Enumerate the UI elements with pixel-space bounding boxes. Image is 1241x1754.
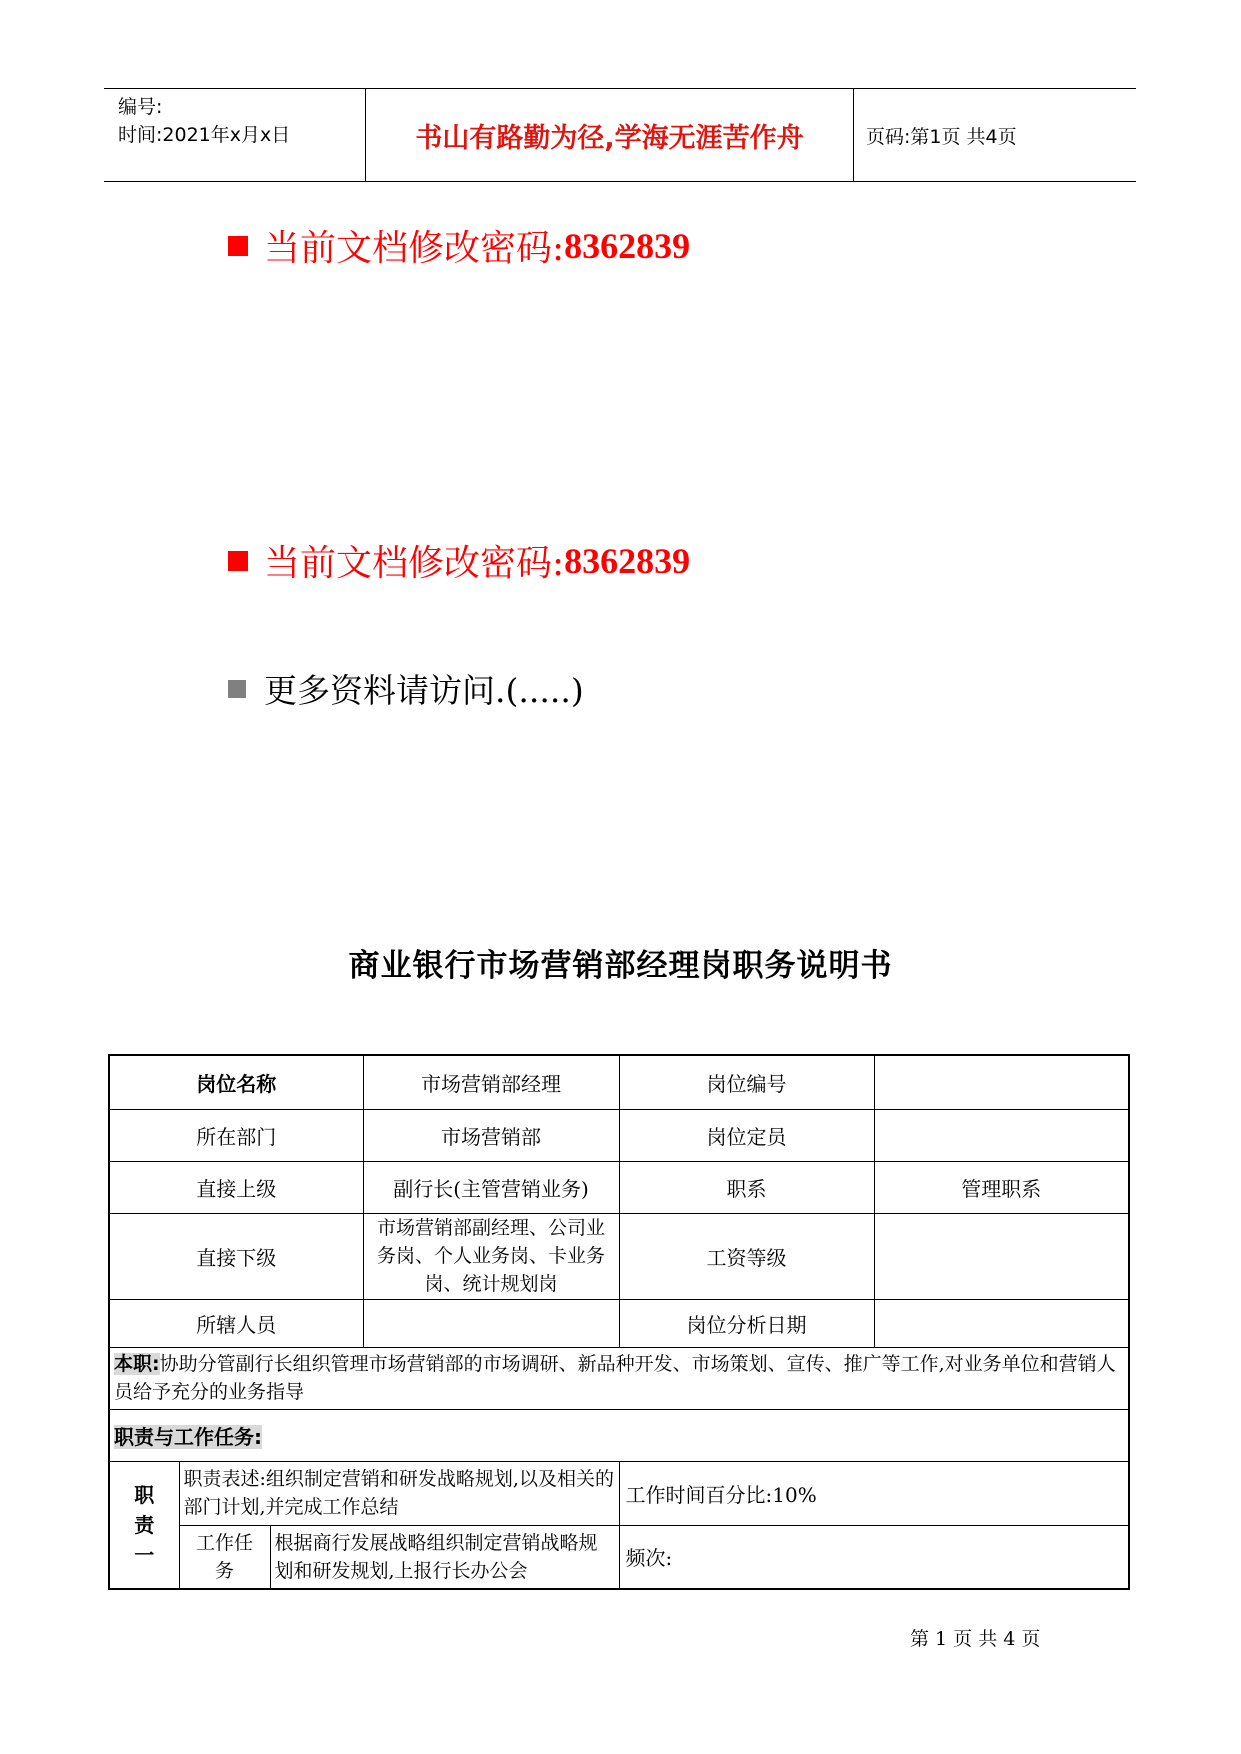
notice-text: 当前文档修改密码:: [264, 543, 565, 584]
document-title: 商业银行市场营销部经理岗职务说明书: [348, 948, 893, 984]
duty-text: 协助分管副行长组织管理市场营销部的市场调研、新品种开发、市场策划、宣传、推广等工作,对业务单位和营销人员给予充分的业务指导: [114, 1353, 1116, 1403]
job-description-table: [108, 1054, 1130, 1590]
duty-label: 本职:: [114, 1353, 160, 1375]
value-cell: [874, 1109, 1129, 1161]
header-slogan: 书山有路勤为径,学海无涯苦作舟: [366, 89, 854, 181]
red-square-bullet-icon: [228, 551, 248, 571]
password-code: 8362839: [564, 540, 691, 581]
header-meta: [104, 89, 366, 181]
label-cell: 所在部门: [109, 1109, 363, 1161]
gray-square-bullet-icon: [228, 680, 246, 698]
page-footer: 第 1 页 共 4 页: [910, 1628, 1041, 1650]
tasks-header-cell: [109, 1409, 1129, 1461]
password-code: 8362839: [564, 225, 691, 266]
label-cell: 岗位名称: [109, 1055, 363, 1109]
notice-text: 当前文档修改密码:: [264, 228, 565, 269]
responsibility-description: 职责表述:组织制定营销和研发战略规划,以及相关的部门计划,并完成工作总结: [179, 1461, 619, 1525]
label-cell: 直接下级: [109, 1213, 363, 1299]
table-row: [109, 1525, 1129, 1589]
table-row: [109, 1299, 1129, 1347]
time-percentage: 工作时间百分比:10%: [619, 1461, 1129, 1525]
header-page-info: 页码:第1页 共4页: [866, 125, 1017, 148]
value-cell: [874, 1055, 1129, 1109]
label-cell: 工资等级: [619, 1213, 874, 1299]
label-cell: 岗位定员: [619, 1109, 874, 1161]
page-header: [104, 88, 1136, 182]
work-task-label: 工作任务: [179, 1525, 270, 1589]
table-row: [109, 1347, 1129, 1409]
value-cell: [874, 1213, 1129, 1299]
duty-cell: [109, 1347, 1129, 1409]
password-notice: [228, 220, 690, 271]
table-row: [109, 1109, 1129, 1161]
number-label: 编号:: [118, 96, 163, 118]
label-cell: 直接上级: [109, 1161, 363, 1213]
time-label: 时间:2021年x月x日: [118, 124, 291, 146]
value-cell: 市场营销部: [363, 1109, 619, 1161]
value-cell: 副行长(主管营销业务): [363, 1161, 619, 1213]
value-cell: [874, 1299, 1129, 1347]
label-cell: 岗位编号: [619, 1055, 874, 1109]
label-cell: 所辖人员: [109, 1299, 363, 1347]
more-info-line: [228, 665, 584, 712]
frequency-label: 频次:: [619, 1525, 1129, 1589]
work-task-text: 根据商行发展战略组织制定营销战略规划和研发规划,上报行长办公会: [270, 1525, 619, 1589]
table-row: [109, 1213, 1129, 1299]
value-cell: [363, 1299, 619, 1347]
tasks-label: 职责与工作任务:: [114, 1424, 262, 1449]
label-cell: 职系: [619, 1161, 874, 1213]
table-row: [109, 1161, 1129, 1213]
value-cell: 市场营销部副经理、公司业务岗、个人业务岗、卡业务岗、统计规划岗: [363, 1213, 619, 1299]
value-cell: 管理职系: [874, 1161, 1129, 1213]
table-row: [109, 1409, 1129, 1461]
table-row: [109, 1055, 1129, 1109]
value-cell: 市场营销部经理: [363, 1055, 619, 1109]
more-info-text: 更多资料请访问.(.....): [264, 671, 584, 710]
responsibility-label: 职责一: [109, 1461, 179, 1589]
table-row: [109, 1461, 1129, 1525]
red-square-bullet-icon: [228, 236, 248, 256]
password-notice: [228, 535, 690, 586]
label-cell: 岗位分析日期: [619, 1299, 874, 1347]
